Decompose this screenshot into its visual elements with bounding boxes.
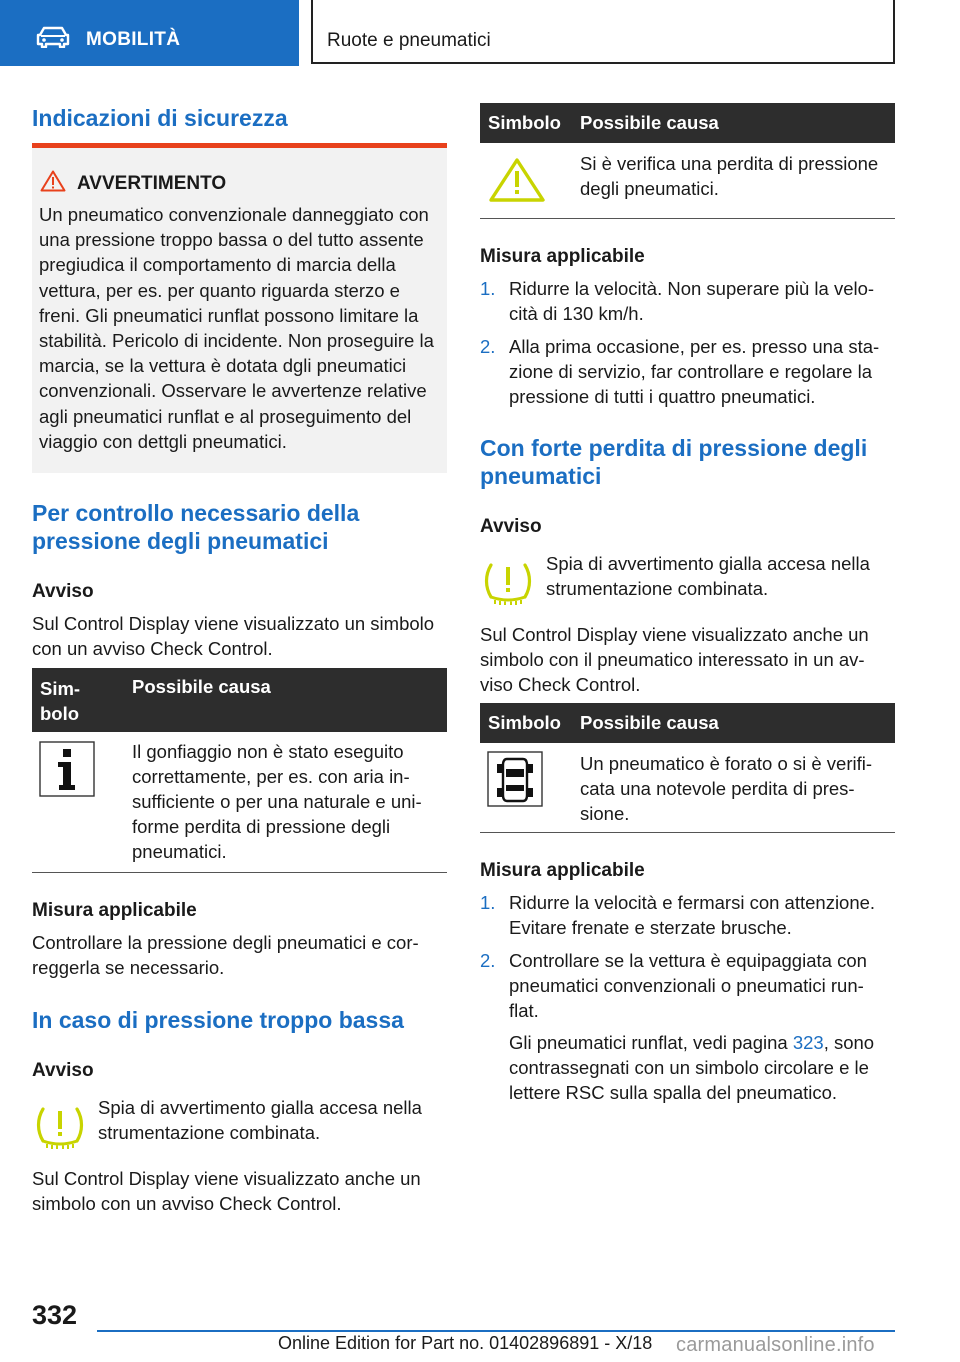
list-item [480, 334, 895, 414]
car-tire-icon [487, 751, 543, 807]
row-cause: Un pneumatico è forato o si è verifi- cata una notevole perdita di pres- sione. [580, 753, 873, 824]
list-item [480, 890, 895, 948]
low-notice-label: Avviso [32, 1060, 94, 1081]
notice-label: Avviso [480, 516, 542, 537]
measure-label-2: Misura applicabile [480, 860, 645, 881]
low-display-text: Sul Control Display viene visualizzato anche un simbolo con un avviso Check Control. [32, 1168, 421, 1214]
table-row [480, 743, 895, 833]
col-cause: Possibile causa [580, 712, 719, 733]
table-row [480, 143, 895, 219]
info-icon [39, 741, 95, 797]
watermark: carmanualsonline.info [676, 1334, 875, 1356]
footer-divider [97, 1330, 895, 1332]
col-symbol-line1: Sim- [40, 678, 81, 699]
section-tab[interactable] [0, 0, 299, 66]
warning-triangle-icon [488, 157, 546, 203]
row-cause: Si è verifica una perdita di pressione degli pneumatici. [580, 153, 879, 199]
list-item [480, 276, 895, 334]
warning-box [32, 143, 447, 473]
notice-text: Sul Control Display viene visualizzato un simbolo con un avviso Check Control. [32, 613, 435, 659]
section-label: MOBILITÀ [86, 29, 181, 50]
row-cause: Il gonfiaggio non è stato eseguito correttamente, per es. con aria in- sufficiente o per una naturale e uni- forme perdita di pressione degli pneumatici. [132, 741, 422, 862]
col-symbol: Simbolo [488, 712, 561, 733]
warning-title: AVVERTIMENTO [77, 173, 227, 194]
heading-check-pressure: Per controllo necessario della pressione degli pneumatici [32, 500, 360, 554]
col-symbol-line2: bolo [40, 703, 80, 724]
heading-low-pressure: In caso di pressione troppo bassa [32, 1007, 404, 1033]
runflat-pre: Gli pneumatici runflat, vedi pagina [509, 1032, 793, 1053]
notice-label: Avviso [32, 581, 94, 602]
step-number: 1. [480, 278, 496, 299]
chapter-title: Ruote e pneumatici [327, 30, 491, 51]
list-item [480, 948, 895, 1030]
heading-strong-loss: Con forte perdita di pressione degli pneumatici [480, 435, 868, 489]
tire-pressure-lamp-icon [35, 1105, 85, 1149]
measure-text: Controllare la pressione degli pneumatici e cor- reggerla se necessario. [32, 932, 419, 978]
page-link-323[interactable]: 323 [792, 1032, 824, 1053]
table-header [32, 668, 447, 732]
step-text: Ridurre la velocità e fermarsi con attenzione. Evitare frenate e sterzate brusche. [509, 892, 876, 938]
table-header [480, 103, 895, 143]
step-text: Ridurre la velocità. Non superare più la velo- cità di 130 km/h. [509, 278, 875, 324]
low-lamp-text: Spia di avvertimento gialla accesa nella strumentazione combinata. [98, 1097, 422, 1143]
measure-label: Misura applicabile [480, 246, 645, 267]
col-cause: Possibile causa [132, 676, 271, 697]
display-text: Sul Control Display viene visualizzato anche un simbolo con il pneumatico interessato in un av- viso Check Control. [480, 624, 869, 695]
tire-pressure-lamp-icon [483, 561, 533, 605]
steps-list-1 [480, 276, 895, 414]
warning-triangle-icon [40, 170, 66, 192]
steps-list-2 [480, 890, 895, 1103]
car-icon [36, 26, 70, 48]
step-text: Alla prima occasione, per es. presso una sta- zione di servizio, far controllare e regolare la pressione di tutti i quattro pneumatici. [509, 336, 880, 407]
step-number: 1. [480, 892, 496, 913]
symbol-table-warning [480, 103, 895, 219]
chapter-header [311, 0, 895, 64]
symbol-table-info [32, 668, 447, 873]
col-cause: Possibile causa [580, 112, 719, 133]
step-number: 2. [480, 336, 496, 357]
table-row [32, 732, 447, 873]
table-header [480, 703, 895, 743]
warning-text: Un pneumatico convenzionale danneggiato con una pressione troppo bassa o del tutto assente pregiudica il comportamento di marcia della vettura, per es. per quanto riguarda sterzo e freni. Gli pneumatici runflat possono limitare la stabilità. Pericolo di incidente. Non proseguire la marcia, se la vettura è dotata dgli pneumatici convenzionali. Osservare le avvertenze relative agli pneumatici runflat e al proseguimento del viaggio con dettgli pneumatici. [39, 204, 434, 452]
runflat-post: , sono contrassegnati con un simbolo circolare e le lettere RSC sulla spalla del pneumatico. [509, 1032, 875, 1103]
step-number: 2. [480, 950, 496, 971]
runflat-note [509, 1030, 895, 1105]
page-number: 332 [32, 1300, 78, 1330]
col-symbol: Simbolo [488, 112, 561, 133]
heading-safety: Indicazioni di sicurezza [32, 105, 288, 131]
measure-label: Misura applicabile [32, 900, 197, 921]
step-text: Controllare se la vettura è equipaggiata con pneumatici convenzionali o pneumatici run- flat. [509, 950, 867, 1021]
symbol-table-tire [480, 703, 895, 833]
edition-text: Online Edition for Part no. 01402896891 - X/18 [278, 1333, 653, 1353]
lamp-text: Spia di avvertimento gialla accesa nella strumentazione combinata. [546, 553, 870, 599]
